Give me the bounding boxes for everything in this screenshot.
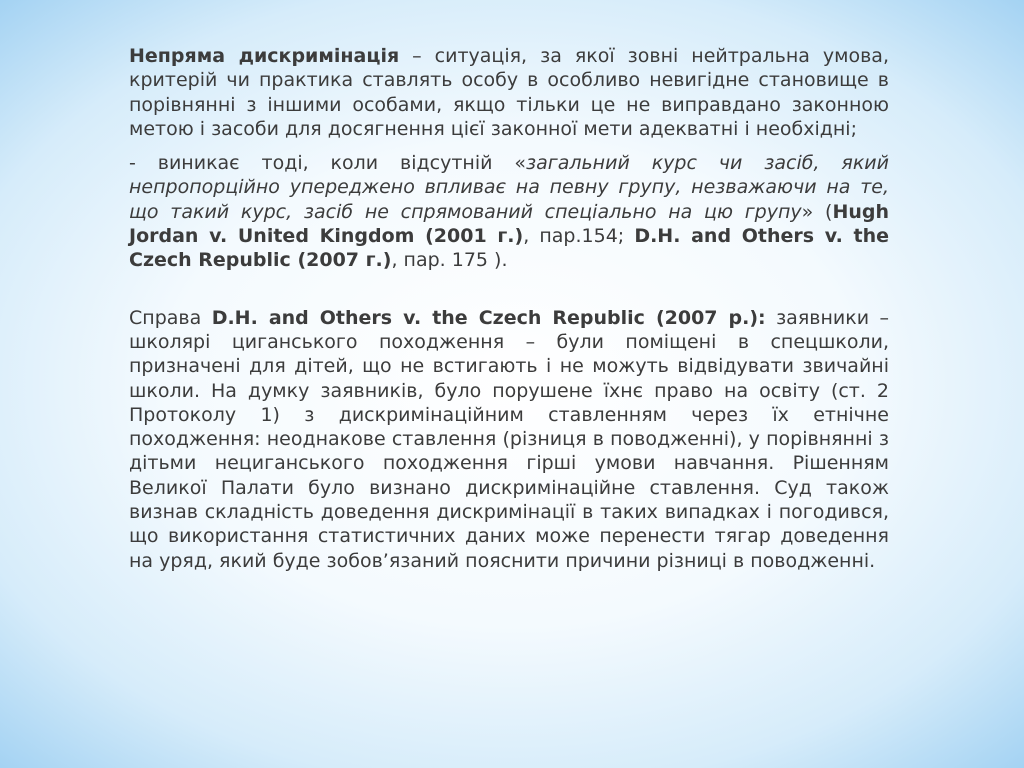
occurrence-quote: загальний курс чи засіб, який непропорційно упереджено впливає на певну групу, незважаючи на те, що такий курс, засіб не спрямований спеціально на цю групу: [129, 152, 889, 223]
term-indirect-discrimination: Непряма дискримінація: [129, 45, 400, 67]
reference-2: , пар. 175 ).: [391, 249, 508, 272]
occurrence-lead: - виникає тоді, коли відсутній «: [129, 152, 526, 175]
paragraph-occurrence: [129, 151, 889, 272]
definition-text: – ситуація, за якої зовні нейтральна умова, критерій чи практика ставлять особу в особливо невигідне становище в порівнянні з іншими особами, якщо тільки це не виправдано законною метою і засоби для досягнення цієї законної мети адекватні і необхідні;: [129, 45, 889, 140]
reference-1: , пар.154;: [523, 225, 635, 248]
quote-close: » (: [801, 200, 833, 223]
paragraph-case-description: [129, 306, 889, 573]
case-lead: Справа: [129, 306, 212, 329]
slide-content: [129, 44, 889, 573]
case-body: заявники – школярі циганського походження – були поміщені в спецшколи, призначені для дітей, що не встигають і не можуть відвідувати звичайні школи. На думку заявників, було порушене їхнє право на освіту (ст. 2 Протоколу 1) з дискримінаційним ставленням через їх етнічне походження: неоднакове ставлення (різниця в поводженні), у порівнянні з дітьми нециганського походження гірші умови навчання. Рішенням Великої Палати було визнано дискримінаційне ставлення. Суд також визнав складність доведення дискримінації в таких випадках і погодився, що використання статистичних даних може перенести тягар доведення на уряд, який буде зобов’язаний пояснити причини різниці в поводженні.: [129, 306, 889, 572]
paragraph-definition: [129, 44, 889, 141]
case-dh-czech: D.H. and Others v. the Czech Republic (2007 г.): [129, 225, 890, 272]
case-hugh-jordan: Hugh Jordan v. United Kingdom (2001 г.): [129, 200, 889, 248]
case-title: D.H. and Others v. the Czech Republic (2007 р.):: [211, 306, 766, 329]
